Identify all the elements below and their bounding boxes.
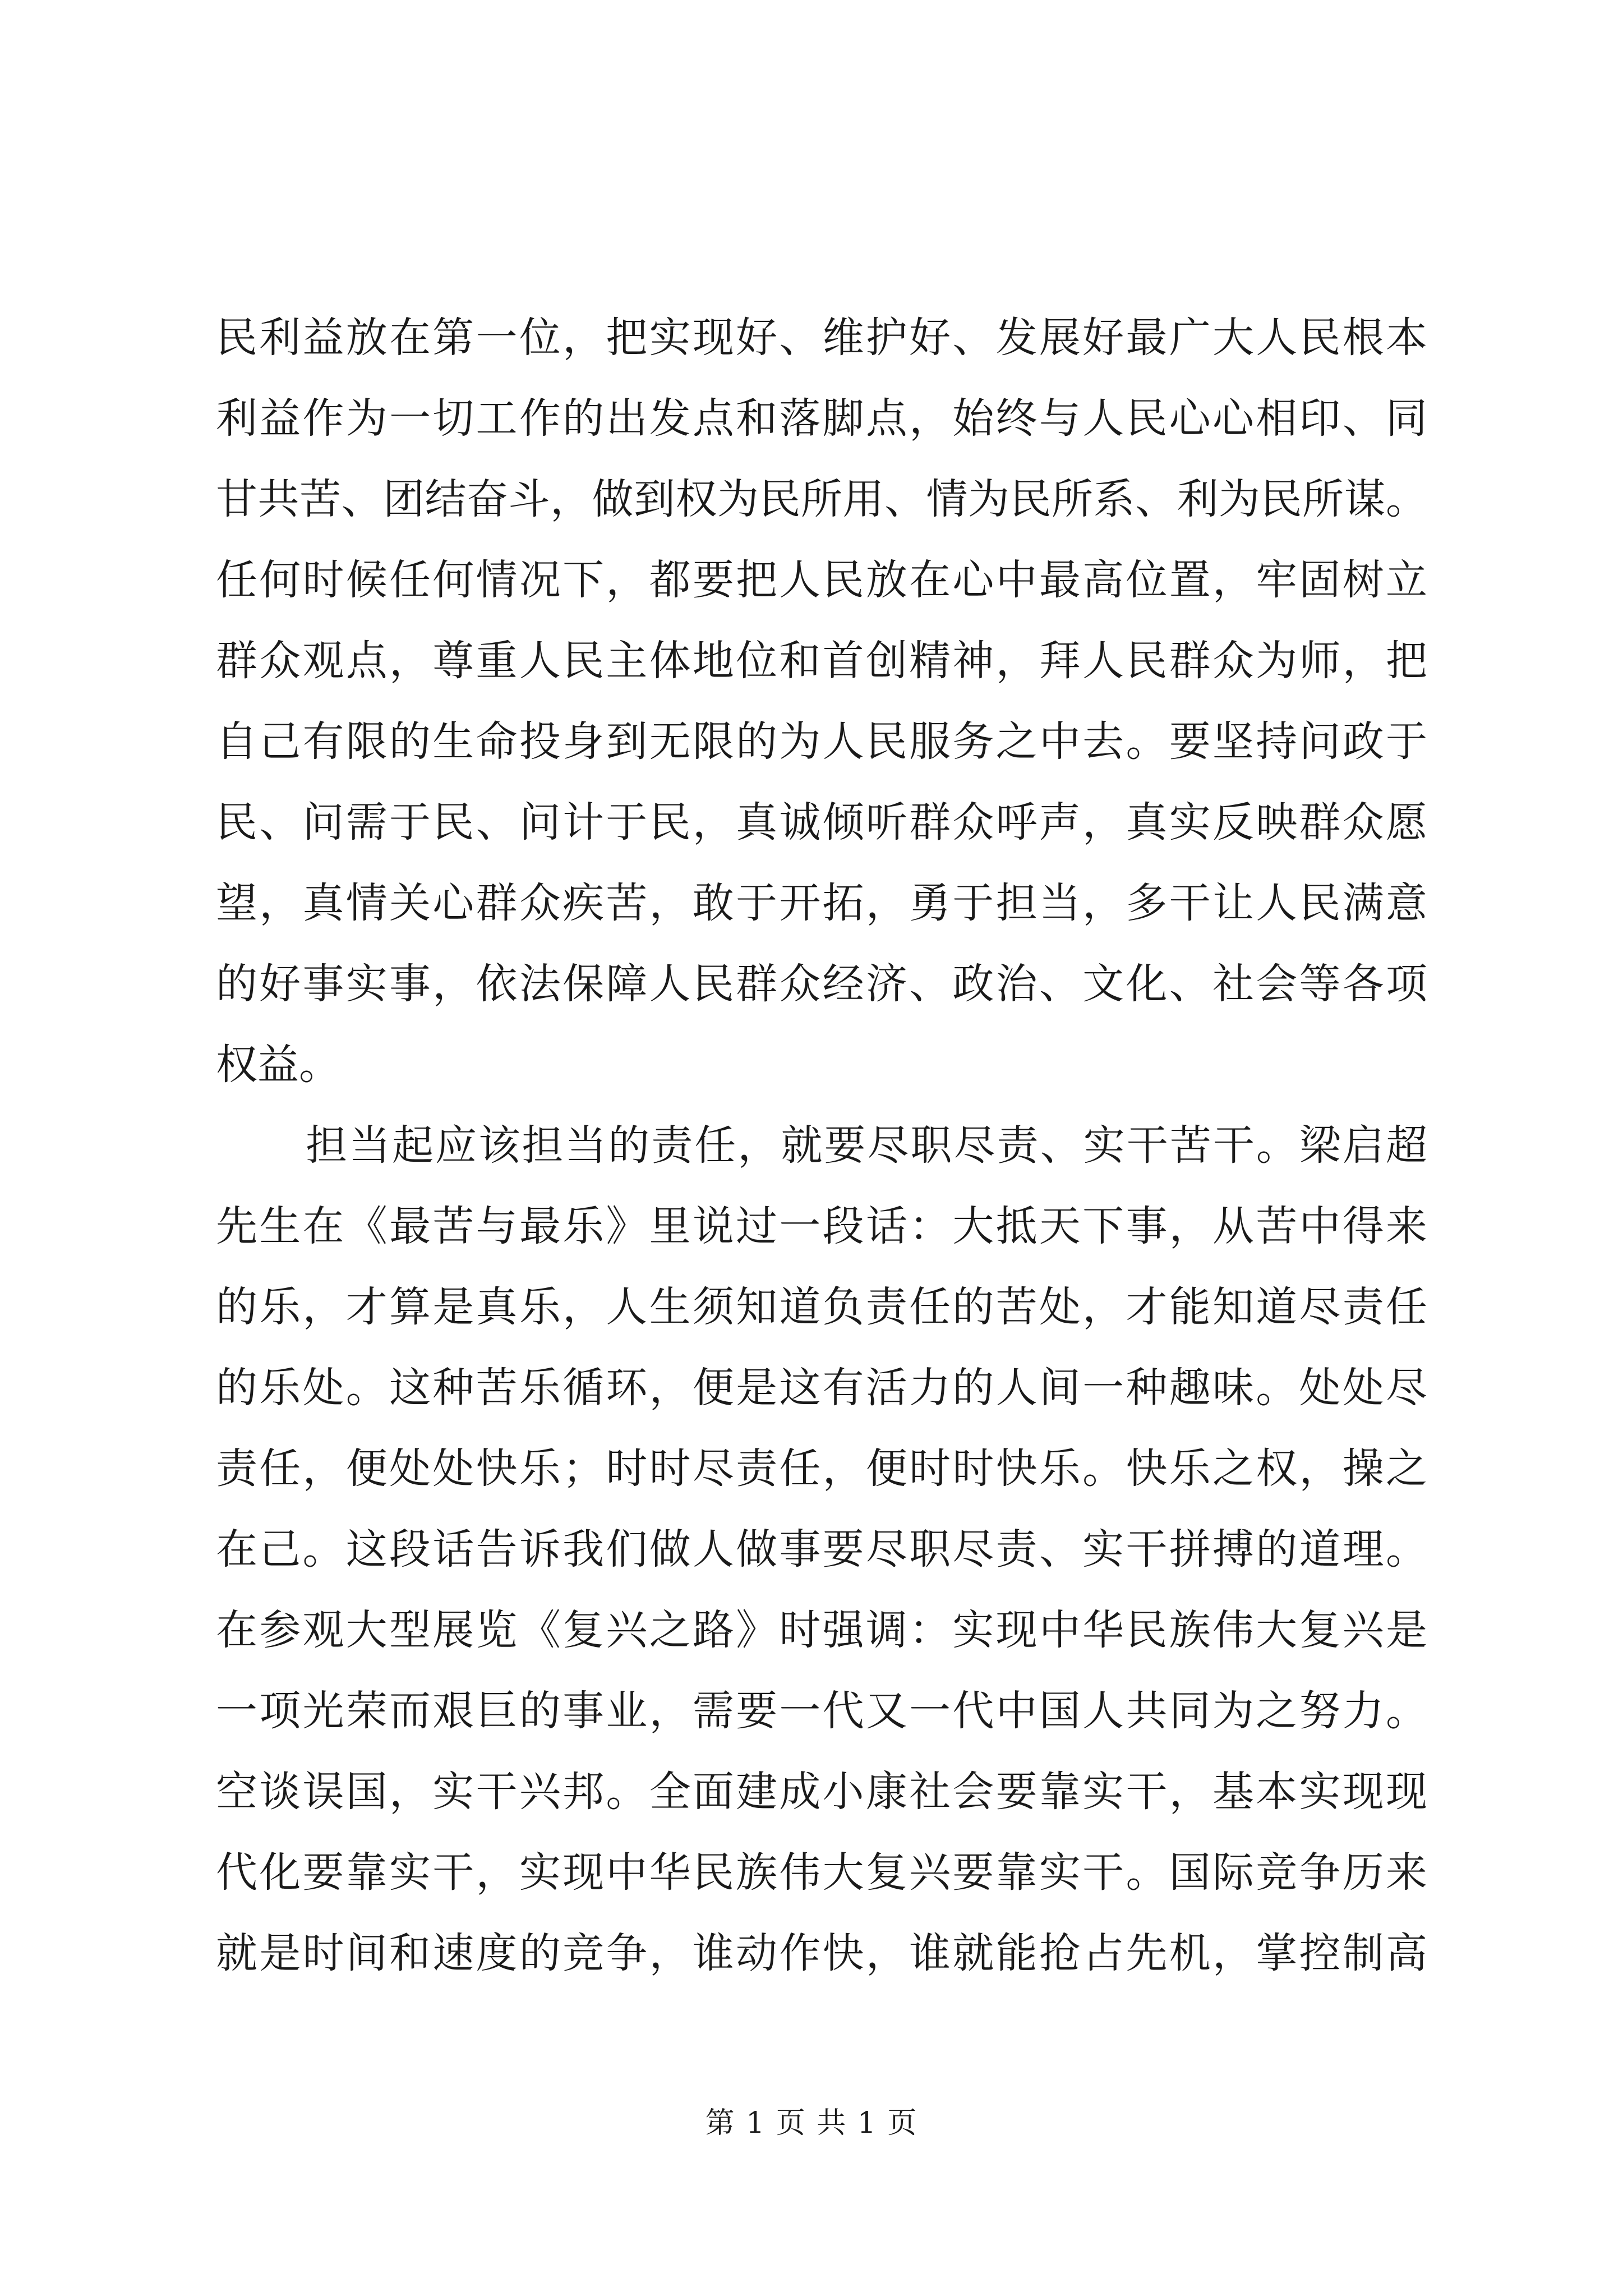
page-footer — [0, 2104, 1623, 2143]
text-line: 民、问需于民、问计于民，真诚倾听群众呼声，真实反映群众愿 — [216, 798, 1427, 846]
text-line: 就是时间和速度的竞争，谁动作快，谁就能抢占先机，掌控制高 — [216, 1929, 1427, 1977]
document-body — [216, 297, 1427, 1994]
text-line: 群众观点，尊重人民主体地位和首创精神，拜人民群众为师，把 — [216, 637, 1427, 685]
text-line: 望，真情关心群众疾苦，敢于开拓，勇于担当，多干让人民满意 — [216, 879, 1427, 927]
text-line: 担当起应该担当的责任，就要尽职尽责、实干苦干。梁启超 — [306, 1121, 1427, 1170]
text-line: 的好事实事，依法保障人民群众经济、政治、文化、社会等各项 — [216, 960, 1427, 1008]
page-number-label: 第 1 页 共 1 页 — [705, 2106, 918, 2140]
text-line: 任何时候任何情况下，都要把人民放在心中最高位置，牢固树立 — [216, 556, 1427, 604]
paragraph — [216, 297, 1427, 1105]
text-line: 的乐，才算是真乐，人生须知道负责任的苦处，才能知道尽责任 — [216, 1283, 1427, 1331]
text-line: 一项光荣而艰巨的事业，需要一代又一代中国人共同为之努力。 — [216, 1687, 1427, 1735]
text-line: 在参观大型展览《复兴之路》时强调：实现中华民族伟大复兴是 — [216, 1606, 1427, 1654]
text-line: 先生在《最苦与最乐》里说过一段话：大抵天下事，从苦中得来 — [216, 1202, 1427, 1250]
text-line: 利益作为一切工作的出发点和落脚点，始终与人民心心相印、同 — [216, 394, 1427, 443]
text-line: 在己。这段话告诉我们做人做事要尽职尽责、实干拼搏的道理。 — [216, 1525, 1427, 1573]
text-line: 权益。 — [216, 1041, 340, 1089]
paragraph — [216, 1105, 1427, 1994]
text-line: 自己有限的生命投身到无限的为人民服务之中去。要坚持问政于 — [216, 717, 1427, 766]
text-line: 责任，便处处快乐；时时尽责任，便时时快乐。快乐之权，操之 — [216, 1444, 1427, 1493]
text-line: 民利益放在第一位，把实现好、维护好、发展好最广大人民根本 — [216, 314, 1427, 362]
text-line: 空谈误国，实干兴邦。全面建成小康社会要靠实干，基本实现现 — [216, 1768, 1427, 1816]
text-line: 代化要靠实干，实现中华民族伟大复兴要靠实干。国际竞争历来 — [216, 1848, 1427, 1897]
text-line: 的乐处。这种苦乐循环，便是这有活力的人间一种趣味。处处尽 — [216, 1364, 1427, 1412]
text-line: 甘共苦、团结奋斗，做到权为民所用、情为民所系、利为民所谋。 — [216, 475, 1427, 523]
